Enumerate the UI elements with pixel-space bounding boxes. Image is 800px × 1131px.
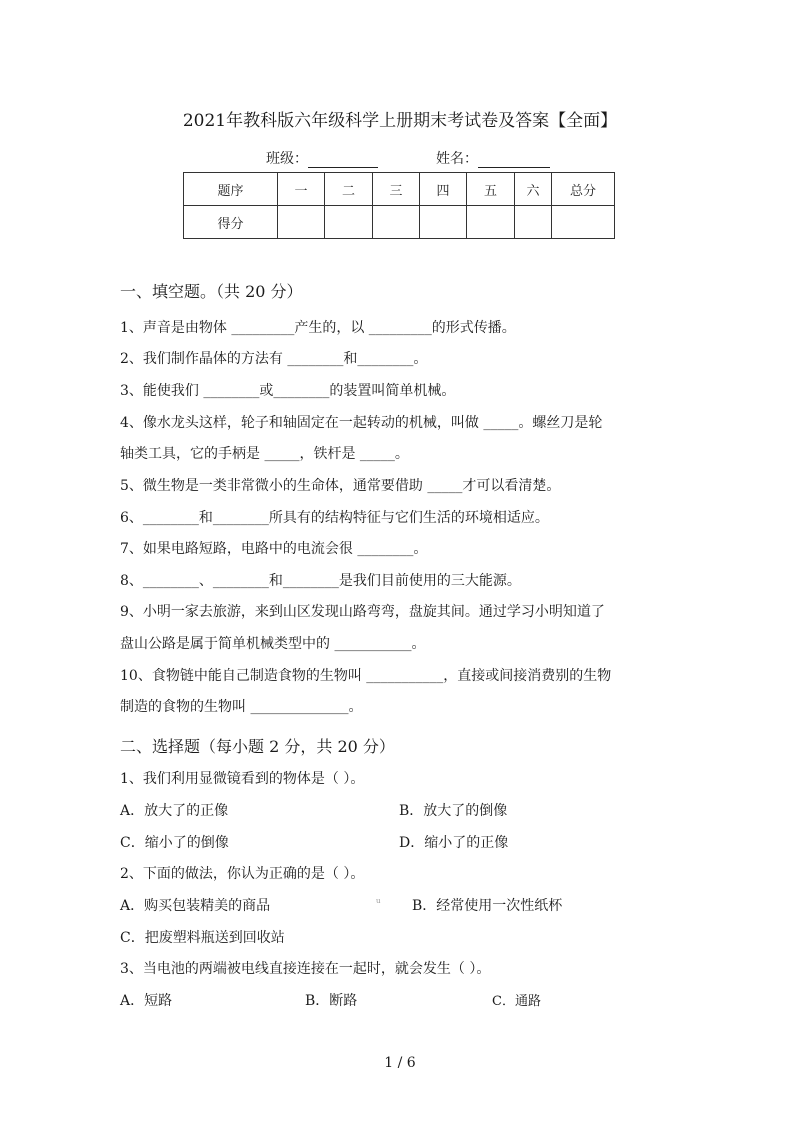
fill-question-line: 10、食物链中能自己制造食物的生物叫 ___________，直接或间接消费别的生物: [120, 668, 612, 684]
choice-option-d: D．缩小了的正像: [399, 835, 509, 851]
page-number: 1 / 6: [384, 1055, 416, 1071]
name-blank[interactable]: [478, 153, 550, 168]
score-table-header-row: [184, 173, 615, 206]
class-field: [266, 148, 378, 168]
fill-question-line: 9、小明一家去旅游，来到山区发现山路弯弯，盘旋其间。通过学习小明知道了: [120, 604, 605, 620]
score-header-cell: 题序: [184, 173, 278, 206]
score-cell[interactable]: [325, 206, 373, 239]
choice-option-b: B．放大了的倒像: [399, 803, 508, 819]
fill-question-line: 1、声音是由物体 _________产生的，以 _________的形式传播。: [120, 320, 516, 336]
score-cell[interactable]: [515, 206, 552, 239]
page-title: 2021年教科版六年级科学上册期末考试卷及答案【全面】: [182, 111, 618, 131]
choice-option-c: C．通路: [492, 994, 541, 1009]
class-label: 班级：: [266, 151, 308, 167]
fill-question-line: 2、我们制作晶体的方法有 ________和________。: [120, 351, 428, 367]
score-cell[interactable]: [278, 206, 325, 239]
score-cell[interactable]: [467, 206, 515, 239]
fill-question-line: 6、________和________所具有的结构特征与它们生活的环境相适应。: [120, 510, 549, 526]
section2-heading: 二、选择题（每小题 2 分，共 20 分）: [120, 737, 395, 756]
choice-option-a: A．放大了的正像: [120, 803, 229, 819]
score-row-label: 得分: [184, 206, 278, 239]
score-header-cell: 二: [325, 173, 373, 206]
score-header-cell: 六: [515, 173, 552, 206]
score-header-cell: 三: [373, 173, 420, 206]
choice-option-a: A．短路: [120, 993, 173, 1009]
score-cell[interactable]: [552, 206, 615, 239]
score-cell[interactable]: [420, 206, 467, 239]
choice-question: 2、下面的做法，你认为正确的是（ ）。: [120, 866, 365, 882]
score-header-cell: 五: [467, 173, 515, 206]
score-cell[interactable]: [373, 206, 420, 239]
choice-question: 3、当电池的两端被电线直接连接在一起时，就会发生（ ）。: [120, 961, 491, 977]
fill-question-line: 7、如果电路短路，电路中的电流会很 ________。: [120, 541, 428, 557]
fill-question-line: 制造的食物的生物叫 ______________。: [120, 699, 363, 715]
choice-option-c: C．把废塑料瓶送到回收站: [120, 930, 285, 946]
choice-option-a: A．购买包装精美的商品: [120, 898, 271, 914]
score-table: [183, 172, 615, 239]
name-field: [436, 148, 550, 168]
score-table-score-row: [184, 206, 615, 239]
score-header-cell: 总分: [552, 173, 615, 206]
fill-question-line: 4、像水龙头这样，轮子和轴固定在一起转动的机械，叫做 _____。螺丝刀是轮: [120, 415, 603, 431]
stray-mark: u: [376, 897, 381, 905]
choice-option-c: C．缩小了的倒像: [120, 835, 229, 851]
choice-option-b: B．断路: [305, 993, 358, 1009]
score-header-cell: 四: [420, 173, 467, 206]
fill-question-line: 8、________、________和________是我们目前使用的三大能源。: [120, 573, 521, 589]
fill-question-line: 5、微生物是一类非常微小的生命体，通常要借助 _____才可以看清楚。: [120, 478, 561, 494]
choice-option-b: B．经常使用一次性纸杯: [412, 898, 563, 914]
section1-heading: 一、填空题。（共 20 分）: [120, 282, 303, 301]
score-header-cell: 一: [278, 173, 325, 206]
name-label: 姓名：: [436, 151, 478, 167]
fill-question-line: 3、能使我们 ________或________的装置叫简单机械。: [120, 383, 456, 399]
class-blank[interactable]: [308, 153, 378, 168]
fill-question-line: 轴类工具，它的手柄是 _____，铁杆是 _____。: [120, 446, 409, 462]
choice-question: 1、我们利用显微镜看到的物体是（ ）。: [120, 771, 365, 787]
fill-question-line: 盘山公路是属于简单机械类型中的 ___________。: [120, 636, 426, 652]
